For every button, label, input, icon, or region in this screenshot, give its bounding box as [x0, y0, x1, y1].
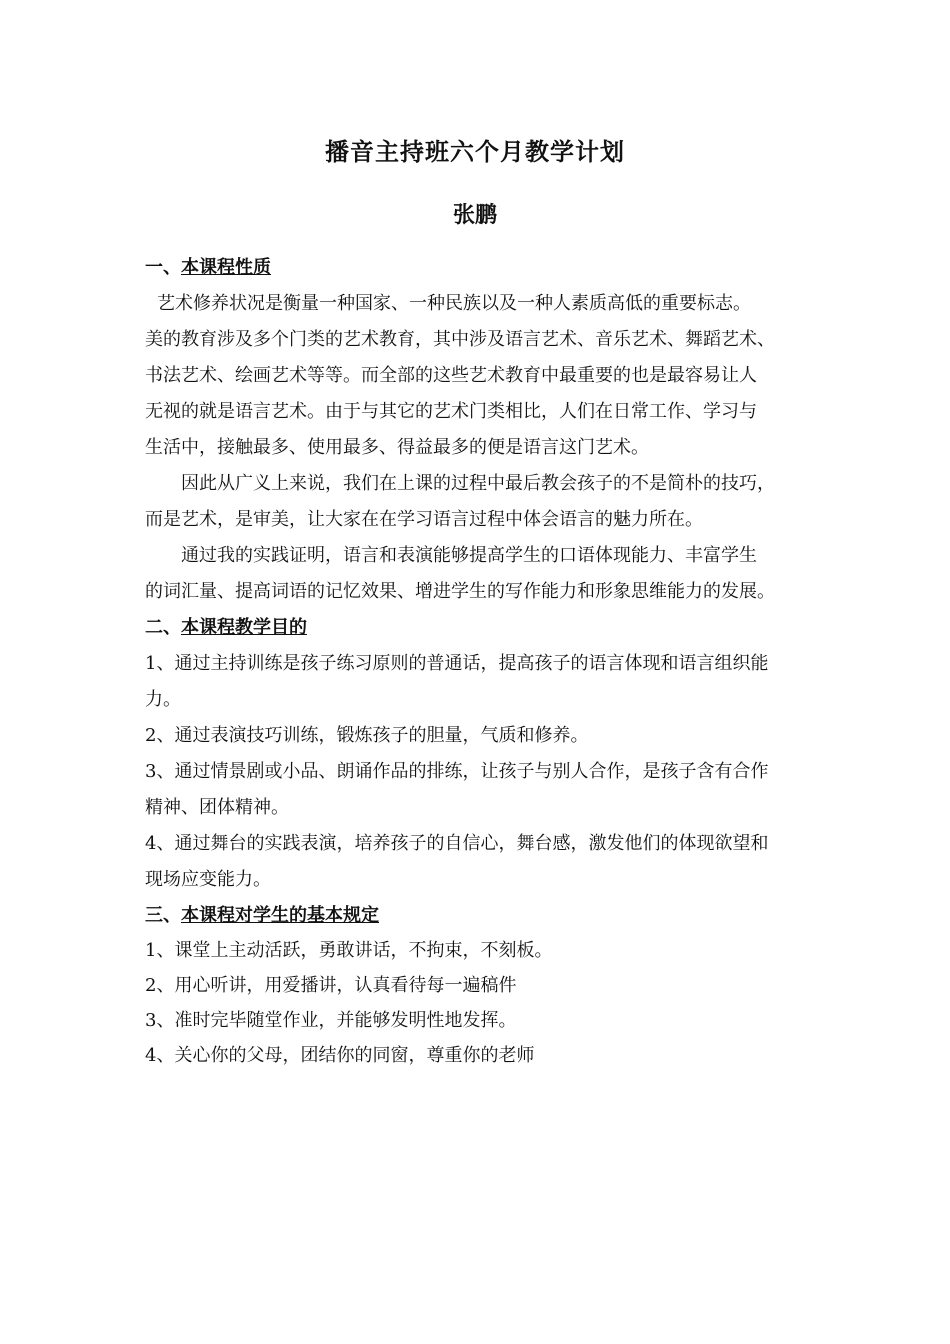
section-number: 三、: [145, 905, 181, 926]
section-heading-requirements: [145, 898, 825, 933]
list-item-line: 1、通过主持训练是孩子练习原则的普通话，提高孩子的语言体现和语言组织能: [145, 653, 769, 674]
list-item-line: 2、通过表演技巧训练，锻炼孩子的胆量，气质和修养。: [145, 725, 589, 746]
section-number: 一、: [145, 257, 181, 278]
document-author: 张鹏: [452, 202, 497, 228]
list-item-line: 4、关心你的父母，团结你的同窗，尊重你的老师: [145, 1045, 535, 1066]
paragraph-line: 而是艺术，是审美，让大家在在学习语言过程中体会语言的魅力所在。: [145, 509, 703, 530]
document-body: [145, 250, 825, 1073]
paragraph-line: 的词汇量、提高词语的记忆效果、增进学生的写作能力和形象思维能力的发展。: [145, 581, 775, 602]
paragraph-line: 生活中，接触最多、使用最多、得益最多的便是语言这门艺术。: [145, 437, 649, 458]
paragraph-line: 通过我的实践证明，语言和表演能够提高学生的口语体现能力、丰富学生: [181, 545, 757, 566]
section-heading-text: 本课程教学目的: [181, 617, 307, 638]
list-item-line: 3、通过情景剧或小品、朗诵作品的排练，让孩子与别人合作，是孩子含有合作: [145, 761, 769, 782]
paragraph-line: 美的教育涉及多个门类的艺术教育，其中涉及语言艺术、音乐艺术、舞蹈艺术、: [145, 329, 775, 350]
list-item-line: 2、用心听讲，用爱播讲，认真看待每一遍稿件: [145, 975, 517, 996]
list-item-line: 1、课堂上主动活跃，勇敢讲话，不拘束，不刻板。: [145, 940, 553, 961]
list-item-line: 现场应变能力。: [145, 869, 271, 890]
section-heading-goals: [145, 610, 825, 646]
section-number: 二、: [145, 617, 181, 638]
list-item-line: 4、通过舞台的实践表演，培养孩子的自信心，舞台感，激发他们的体现欲望和: [145, 833, 769, 854]
section-heading-text: 本课程对学生的基本规定: [181, 905, 379, 926]
list-item-line: 力。: [145, 689, 181, 710]
paragraph-line: 艺术修养状况是衡量一种国家、一种民族以及一种人素质高低的重要标志。: [157, 293, 751, 314]
section-heading-nature: [145, 250, 825, 286]
list-item-line: 精神、团体精神。: [145, 797, 289, 818]
section-heading-text: 本课程性质: [181, 257, 271, 278]
paragraph-line: 无视的就是语言艺术。由于与其它的艺术门类相比，人们在日常工作、学习与: [145, 401, 757, 422]
list-item-line: 3、准时完毕随堂作业，并能够发明性地发挥。: [145, 1010, 517, 1031]
paragraph-line: 因此从广义上来说，我们在上课的过程中最后教会孩子的不是简朴的技巧，: [181, 473, 775, 494]
paragraph-line: 书法艺术、绘画艺术等等。而全部的这些艺术教育中最重要的也是最容易让人: [145, 365, 757, 386]
document-title: 播音主持班六个月教学计划: [325, 137, 625, 166]
